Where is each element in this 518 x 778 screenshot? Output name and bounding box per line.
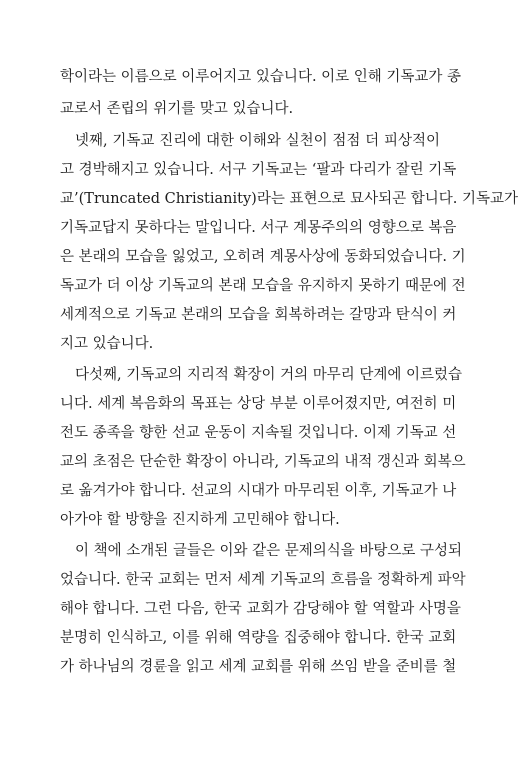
- text-line: 가 하나님의 경륜을 읽고 세계 교회를 위해 쓰임 받을 준비를 철: [60, 659, 457, 675]
- text-line: 고 경박해지고 있습니다. 서구 기독교는 ‘팔과 다리가 잘린 기독: [60, 162, 457, 178]
- text-line: 학이라는 이름으로 이루어지고 있습니다. 이로 인해 기독교가 종: [60, 69, 462, 85]
- text-line: 교’(Truncated Christianity)라는 표현으로 묘사되곤 합니다. 기독교가: [60, 191, 518, 207]
- text-line: 교의 초점은 단순한 확장이 아니라, 기독교의 내적 갱신과 회복으: [60, 454, 466, 470]
- text-line: 로 옮겨가야 합니다. 선교의 시대가 마무리된 이후, 기독교가 나: [60, 483, 457, 499]
- text-line: 교로서 존립의 위기를 맞고 있습니다.: [60, 101, 294, 117]
- text-line: 었습니다. 한국 교회는 먼저 세계 기독교의 흐름을 정확하게 파악: [60, 572, 466, 588]
- text-line: 전도 종족을 향한 선교 운동이 지속될 것입니다. 이제 기독교 선: [60, 425, 457, 441]
- text-line: 니다. 세계 복음화의 목표는 상당 부분 이루어졌지만, 여전히 미: [60, 396, 457, 412]
- paragraph-start-line: 이 책에 소개된 글들은 이와 같은 문제의식을 바탕으로 구성되: [75, 543, 463, 559]
- text-line: 세계적으로 기독교 본래의 모습을 회복하려는 갈망과 탄식이 커: [60, 307, 457, 323]
- text-line: 해야 합니다. 그런 다음, 한국 교회가 감당해야 할 역할과 사명을: [60, 601, 461, 617]
- text-line: 분명히 인식하고, 이를 위해 역량을 집중해야 합니다. 한국 교회: [60, 630, 457, 646]
- text-line: 지고 있습니다.: [60, 336, 154, 352]
- text-line: 아가야 할 방향을 진지하게 고민해야 합니다.: [60, 512, 340, 528]
- paragraph-start-line: 다섯째, 기독교의 지리적 확장이 거의 마무리 단계에 이르렀습: [75, 367, 463, 383]
- paragraph-start-line: 넷째, 기독교 진리에 대한 이해와 실천이 점점 더 피상적이: [75, 133, 440, 149]
- text-line: 독교가 더 이상 기독교의 본래 모습을 유지하지 못하기 때문에 전: [60, 278, 466, 294]
- text-line: 은 본래의 모습을 잃었고, 오히려 계몽사상에 동화되었습니다. 기: [60, 249, 466, 265]
- text-line: 기독교답지 못하다는 말입니다. 서구 계몽주의의 영향으로 복음: [60, 220, 457, 236]
